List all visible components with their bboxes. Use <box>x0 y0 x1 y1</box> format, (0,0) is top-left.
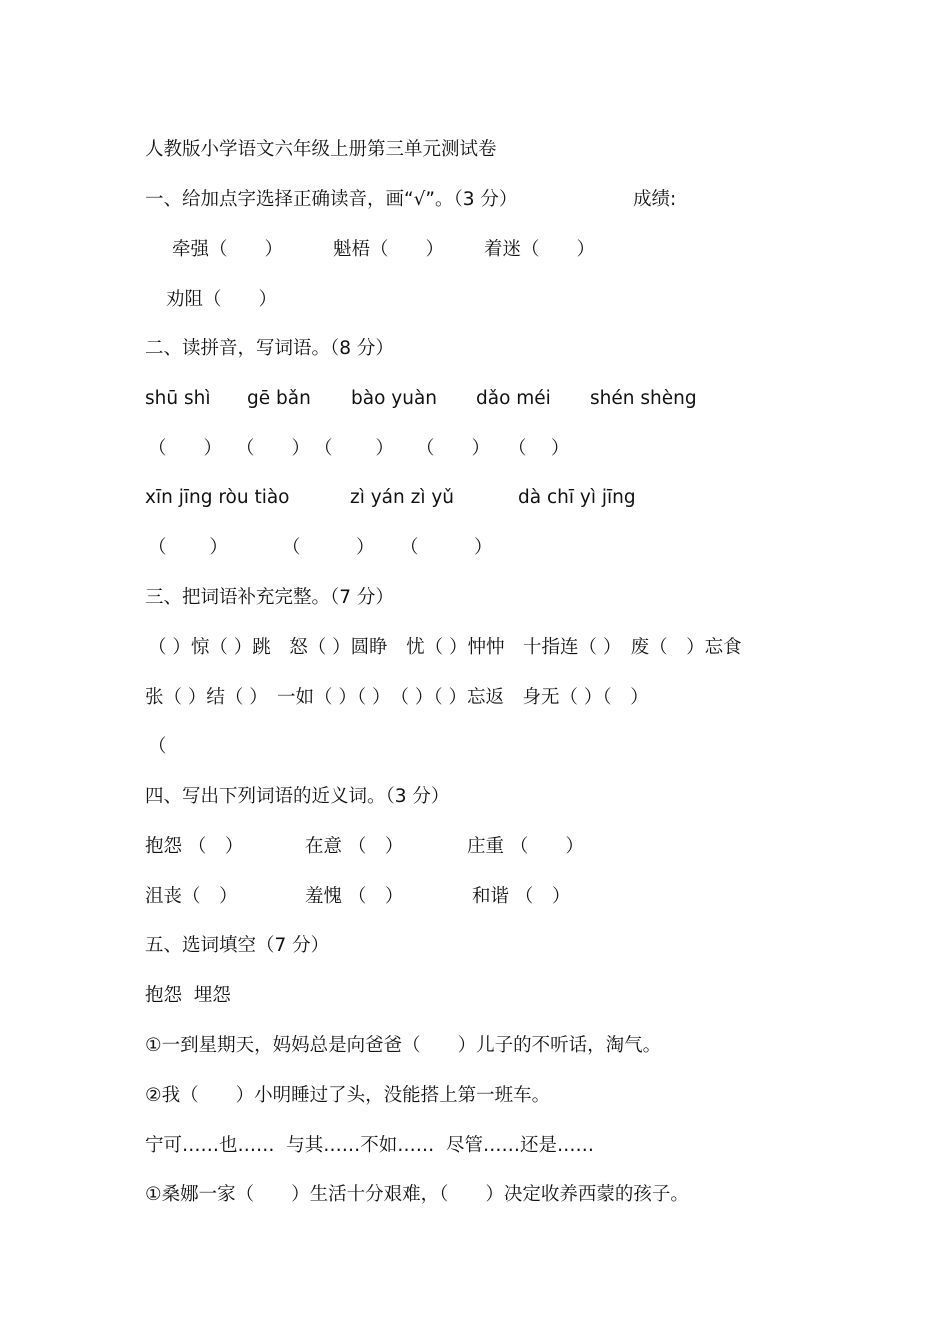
synonym-row-2 <box>0 882 571 912</box>
pinyin-row-1 <box>0 384 697 414</box>
item: 着迷（ ） <box>484 239 596 260</box>
synonym-row-1 <box>0 832 584 862</box>
pinyin-row-2 <box>0 483 636 513</box>
item: 劝阻（ ） <box>166 289 278 310</box>
answer-blank: （ ） <box>508 438 570 459</box>
synonym-item: 羞愧 （ ） <box>305 886 404 907</box>
answer-blank: （ ） <box>400 537 493 558</box>
pinyin: gē bǎn <box>247 388 311 409</box>
item: 牵强（ ） <box>172 239 284 260</box>
answer-blank: （ ） <box>236 438 311 459</box>
answer-brackets-1 <box>0 434 570 464</box>
section-1-items <box>0 235 596 265</box>
score-label: 成绩: <box>633 189 677 210</box>
pinyin: shū shì <box>145 388 211 409</box>
section-1-item4 <box>0 285 278 315</box>
item: 魁梧（ ） <box>333 239 445 260</box>
pinyin: dǎo méi <box>476 388 551 409</box>
pinyin: shén shèng <box>590 388 697 409</box>
answer-blank: （ ） <box>148 438 223 459</box>
answer-brackets-2 <box>0 533 493 563</box>
pinyin: dà chī yì jīng <box>518 487 636 508</box>
pinyin: bào yuàn <box>351 388 438 409</box>
answer-blank: （ ） <box>416 438 491 459</box>
synonym-item: 和谐 （ ） <box>472 886 571 907</box>
synonym-item: 在意 （ ） <box>305 836 404 857</box>
pinyin: zì yán zì yǔ <box>350 487 455 508</box>
pinyin: xīn jīng ròu tiào <box>145 487 290 508</box>
answer-blank: （ ） <box>148 537 228 558</box>
answer-blank: （ ） <box>282 537 375 558</box>
synonym-item: 抱怨 （ ） <box>145 836 244 857</box>
synonym-item: 庄重 （ ） <box>467 836 584 857</box>
section-1-heading: 一、给加点字选择正确读音，画“√”。（3 分） <box>145 189 518 210</box>
section-1-heading-line <box>0 185 677 215</box>
answer-blank: （ ） <box>314 438 394 459</box>
synonym-item: 沮丧（ ） <box>145 886 238 907</box>
